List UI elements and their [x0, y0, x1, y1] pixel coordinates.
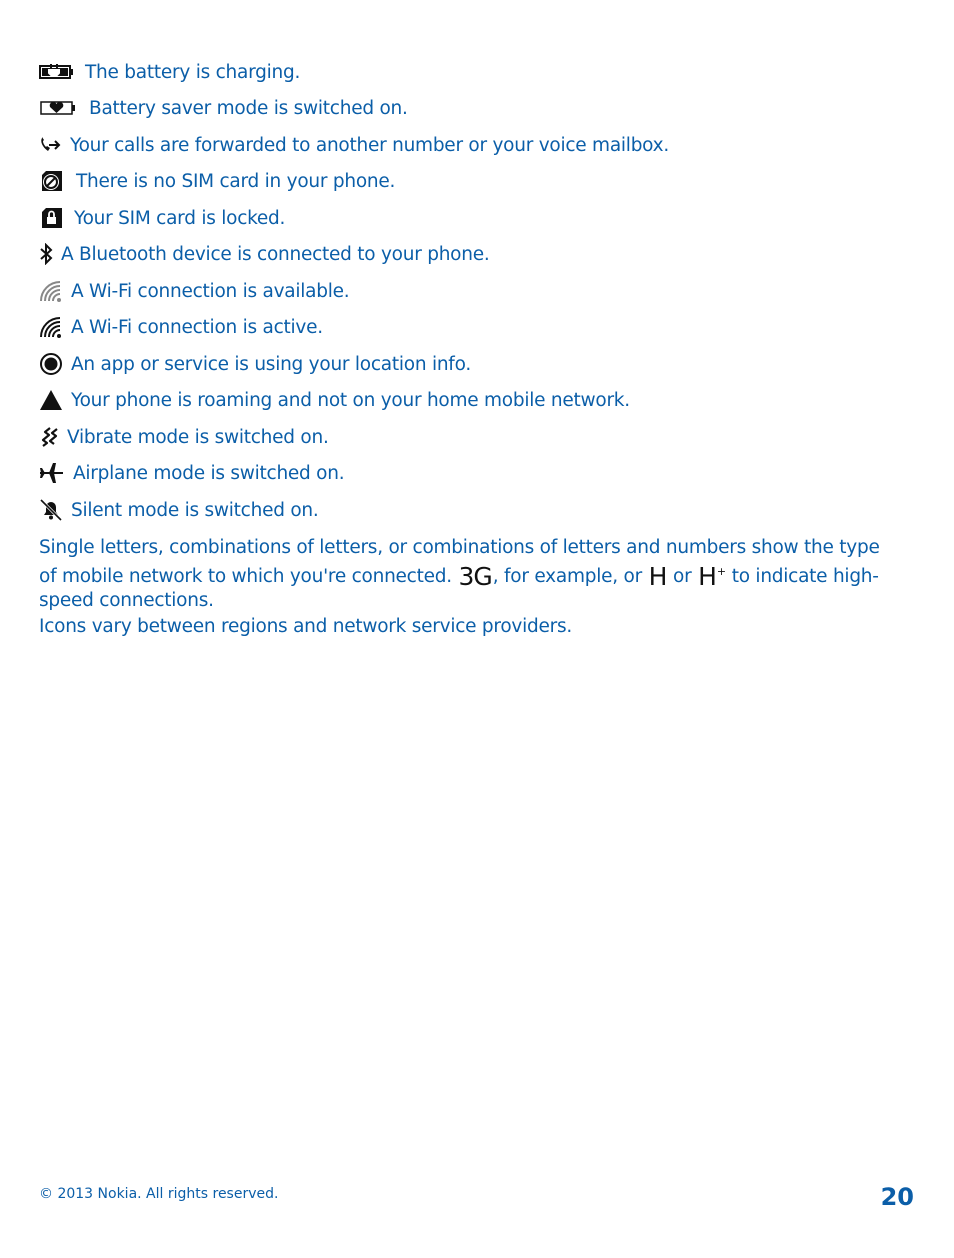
status-item-location: [39, 351, 471, 377]
status-item-vibrate: [39, 424, 329, 450]
status-item-battery-charging: [39, 59, 300, 85]
network-hplus-letter: H: [698, 562, 716, 591]
status-item-battery-saver: [39, 95, 408, 121]
status-item-bluetooth: [39, 241, 490, 267]
paragraph-text: , for example, or: [492, 566, 648, 587]
status-item-wifi-active: [39, 314, 323, 340]
status-item-wifi-available: [39, 278, 349, 304]
paragraph-text: to indicate high-speed connections.: [39, 566, 879, 611]
status-item-silent: [39, 497, 319, 523]
status-item-text: Battery saver mode is switched on.: [89, 97, 408, 119]
paragraph-text: or: [667, 566, 698, 587]
vibrate-icon: [39, 426, 61, 448]
status-item-text: Your calls are forwarded to another number or your voice mailbox.: [70, 134, 670, 156]
roaming-icon: [39, 389, 63, 411]
battery-saver-icon: [39, 99, 77, 117]
wifi-active-icon: [39, 316, 63, 338]
location-icon: [39, 352, 63, 376]
network-hplus-plus: +: [716, 565, 726, 578]
status-item-text: Your SIM card is locked.: [74, 207, 286, 229]
battery-charging-icon: [39, 63, 75, 81]
silent-icon: [39, 499, 63, 521]
sim-locked-icon: [39, 207, 65, 229]
bluetooth-icon: [39, 243, 53, 265]
status-item-text: The battery is charging.: [85, 61, 301, 83]
paragraph-text: Single letters, combinations of letters, or combinations of letters and numbers show the type of mobile network to which you're connected.: [39, 537, 880, 587]
footer-copyright: © 2013 Nokia. All rights reserved.: [39, 1186, 279, 1202]
status-item-no-sim: [39, 168, 395, 194]
icons-note: Icons vary between regions and network service providers.: [39, 616, 573, 637]
status-item-text: An app or service is using your location info.: [71, 353, 471, 375]
status-item-text: Your phone is roaming and not on your home mobile network.: [71, 389, 630, 411]
status-item-airplane: [39, 460, 344, 486]
status-item-text: A Wi-Fi connection is active.: [71, 316, 323, 338]
network-hplus-icon: [698, 562, 725, 591]
status-item-sim-locked: [39, 205, 285, 231]
status-item-text: There is no SIM card in your phone.: [76, 170, 396, 192]
network-type-paragraph: [39, 536, 899, 613]
network-3g-icon: 3G: [458, 562, 492, 591]
status-item-call-forwarding: [39, 132, 669, 158]
status-item-roaming: [39, 387, 630, 413]
no-sim-icon: [39, 170, 67, 192]
status-item-text: Silent mode is switched on.: [71, 499, 319, 521]
status-item-text: Vibrate mode is switched on.: [67, 426, 329, 448]
airplane-icon: [39, 462, 64, 484]
status-item-text: A Wi-Fi connection is available.: [71, 280, 350, 302]
wifi-available-icon: [39, 280, 63, 302]
call-forwarding-icon: [39, 136, 61, 154]
page-number: 20: [880, 1183, 914, 1211]
status-item-text: A Bluetooth device is connected to your phone.: [61, 243, 490, 265]
status-item-text: Airplane mode is switched on.: [73, 462, 345, 484]
network-h-icon: H: [648, 562, 667, 591]
